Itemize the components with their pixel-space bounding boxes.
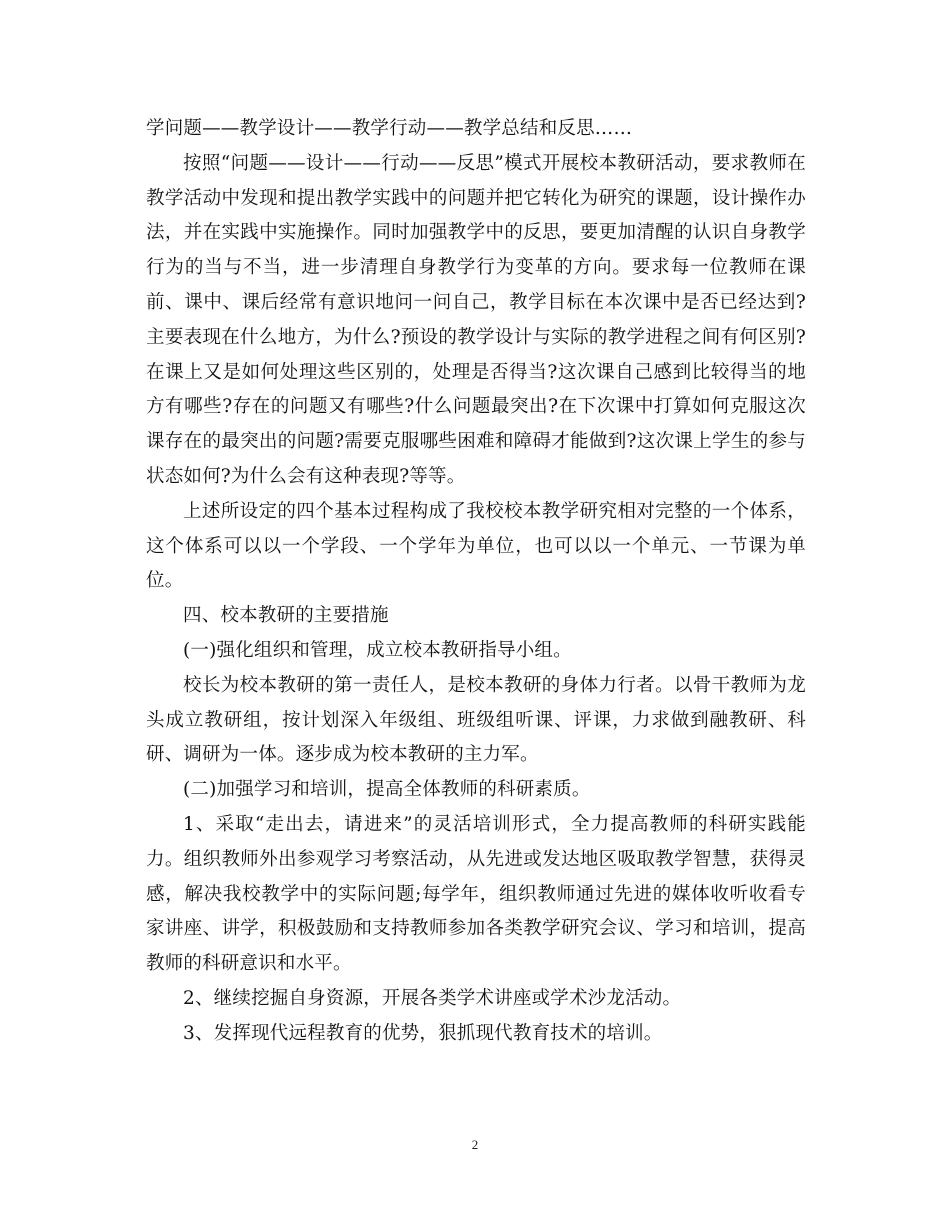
document-body bbox=[146, 112, 806, 1052]
paragraph-continuation: 学问题——教学设计——教学行动——教学总结和反思…… bbox=[146, 118, 633, 139]
list-item-training-2: 2、继续挖掘自身资源，开展各类学术讲座或学术沙龙活动。 bbox=[183, 987, 682, 1009]
subheading-organization: (一)强化组织和管理，成立校本教研指导小组。 bbox=[183, 639, 572, 661]
list-item-training-3: 3、发挥现代远程教育的优势，狠抓现代教育技术的培训。 bbox=[183, 1022, 663, 1044]
paragraph-reflection-model: 按照“问题——设计——行动——反思”模式开展校本教研活动，要求教师在教学活动中发现和提出教学实践中的问题并把它转化为研究的课题，设计操作办法，并在实践中实施操作。同时加强教学中的反思，要更加清醒的认识自身教学行为的当与不当，进一步清理自身教学行为变革的方向。要求每一位教师在课前、课中、课后经常有意识地问一问自己，教学目标在本次课中是否已经达到?主要表现在什么地方，为什么?预设的教学设计与实际的教学进程之间有何区别?在课上又是如何处理这些区别的，处理是否得当?这次课自己感到比较得当的地方有哪些?存在的问题又有哪些?什么问题最突出?在下次课中打算如何克服这次课存在的最突出的问题?需要克服哪些困难和障碍才能做到?这次课上学生的参与状态如何?为什么会有这种表现?等等。 bbox=[146, 152, 806, 487]
paragraph-system-summary: 上述所设定的四个基本过程构成了我校校本教学研究相对完整的一个体系，这个体系可以以一个学段、一个学年为单位，也可以以一个单元、一节课为单位。 bbox=[146, 500, 806, 592]
list-item-training-1: 1、采取“走出去，请进来”的灵活培训形式，全力提高教师的科研实践能力。组织教师外出参观学习考察活动，从先进或发达地区吸取教学智慧，获得灵感，解决我校教学中的实际问题;每学年，组织教师通过先进的媒体收听收看专家讲座、讲学，积极鼓励和支持教师参加各类教学研究会议、学习和培训，提高教师的科研意识和水平。 bbox=[146, 813, 806, 975]
page-number: 2 bbox=[471, 1137, 479, 1152]
paragraph-principal-responsibility: 校长为校本教研的第一责任人，是校本教研的身体力行者。以骨干教师为龙头成立教研组，按计划深入年级组、班级组听课、评课，力求做到融教研、科研、调研为一体。逐步成为校本教研的主力军。 bbox=[146, 674, 806, 766]
section-heading-main-measures: 四、校本教研的主要措施 bbox=[183, 605, 389, 627]
subheading-training: (二)加强学习和培训，提高全体教师的科研素质。 bbox=[183, 779, 591, 801]
